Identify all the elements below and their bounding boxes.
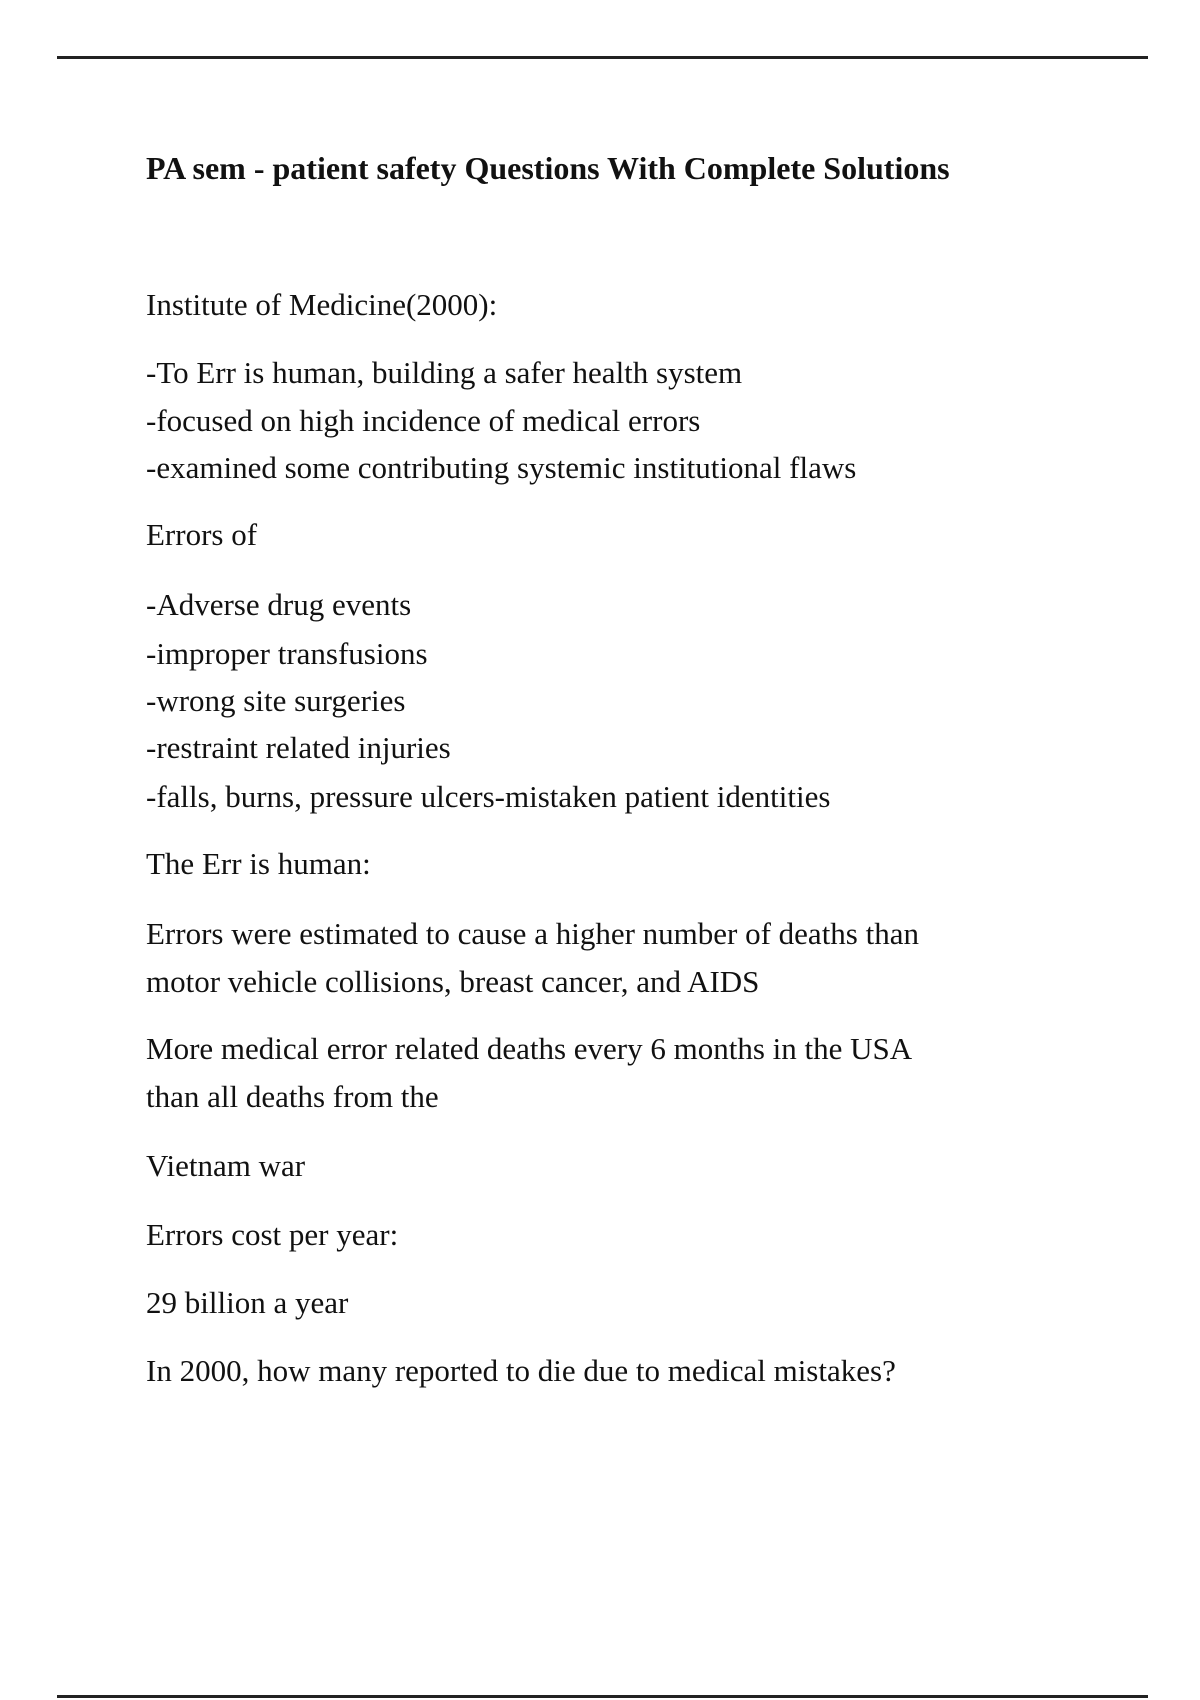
question: The Err is human: [146,846,371,881]
question: More medical error related deaths every 6 months in the USA [146,1031,913,1066]
document-title: PA sem - patient safety Questions With Complete Solutions [146,150,950,186]
answer-line: -wrong site surgeries [146,683,406,718]
question: Errors of [146,517,258,552]
question: than all deaths from the [146,1079,439,1114]
answer-line: -improper transfusions [146,636,428,671]
answer-line: -focused on high incidence of medical errors [146,403,701,438]
answer-line: -restraint related injuries [146,730,451,765]
answer-line: Errors were estimated to cause a higher number of deaths than [146,916,919,951]
bottom-rule [57,1695,1148,1698]
question: Institute of Medicine(2000): [146,287,498,322]
question: Errors cost per year: [146,1217,399,1252]
answer-line: -examined some contributing systemic institutional flaws [146,450,857,485]
answer-line: -falls, burns, pressure ulcers-mistaken patient identities [146,779,831,814]
question: In 2000, how many reported to die due to medical mistakes? [146,1353,896,1388]
answer-line: -To Err is human, building a safer health system [146,355,743,390]
top-rule [57,56,1148,59]
answer-line: Vietnam war [146,1148,306,1183]
answer-line: motor vehicle collisions, breast cancer, and AIDS [146,964,760,999]
answer-line: -Adverse drug events [146,587,412,622]
answer-line: 29 billion a year [146,1285,349,1320]
